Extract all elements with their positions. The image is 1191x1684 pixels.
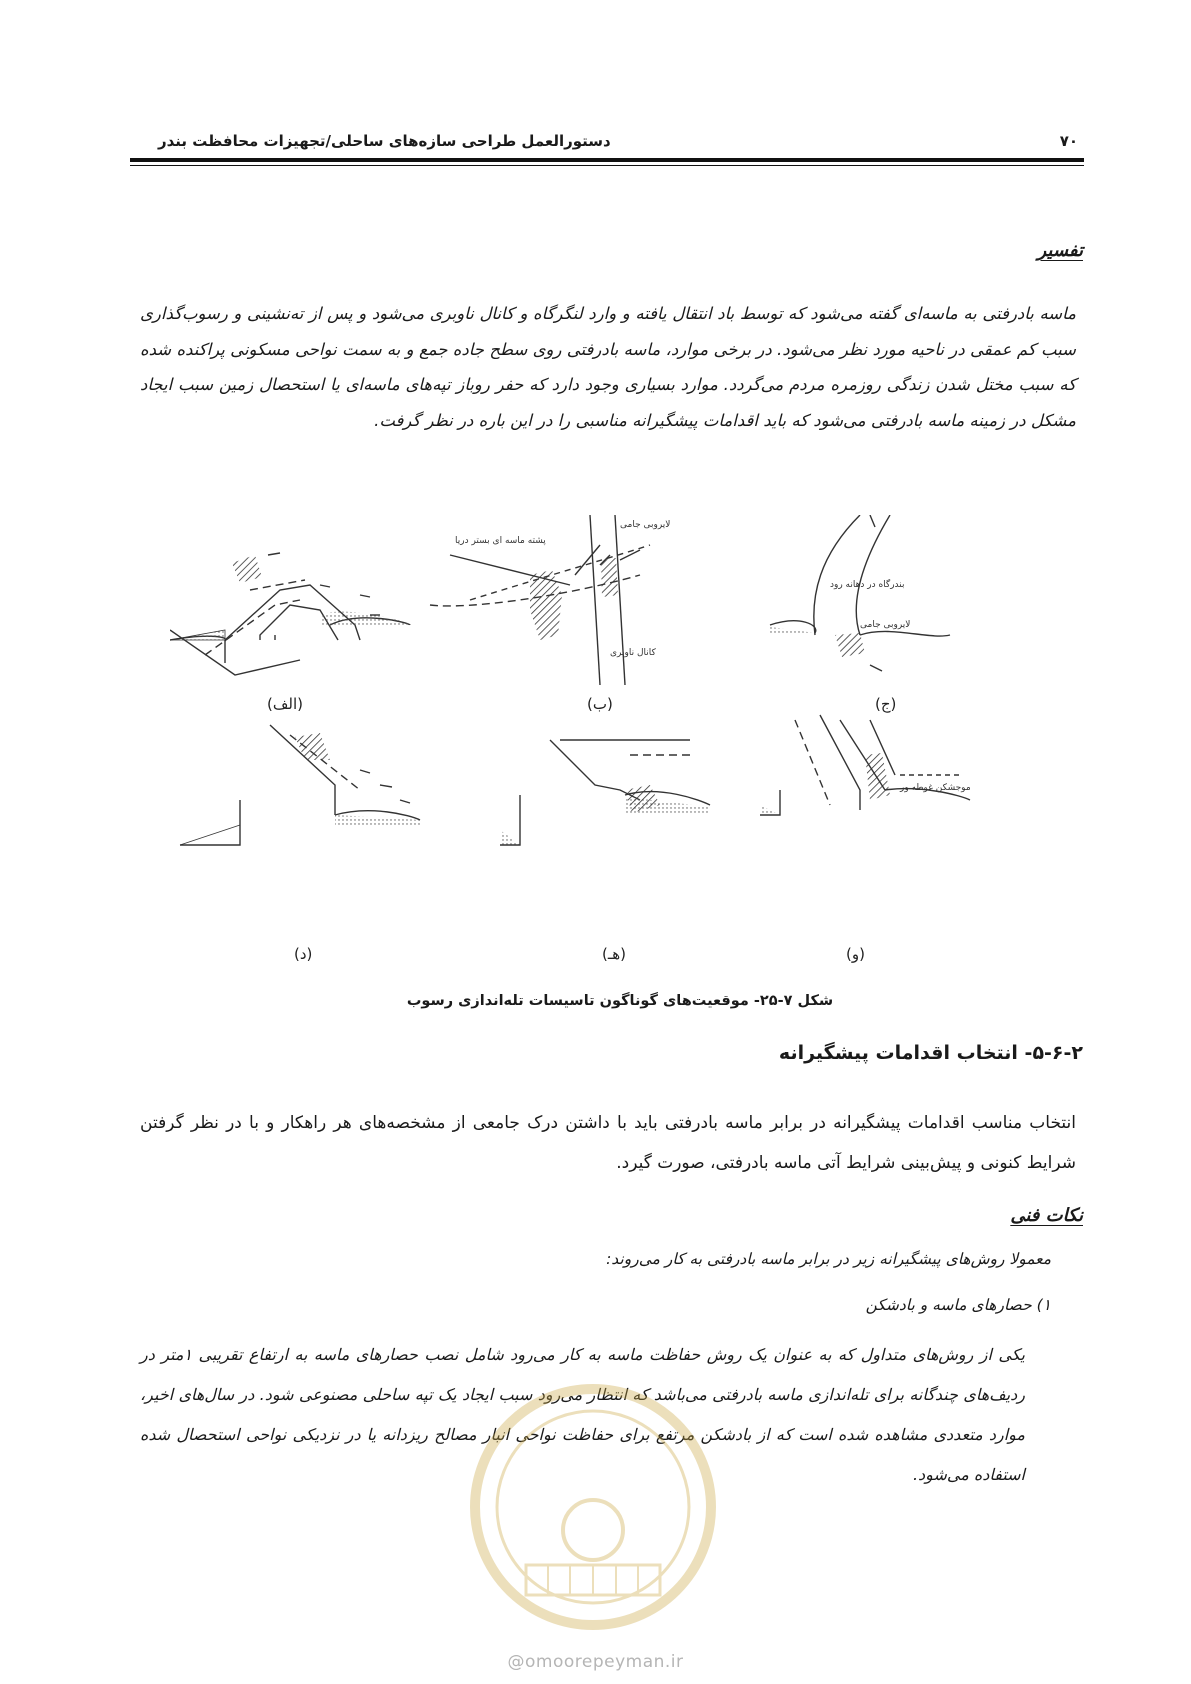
tafsir-heading: تفسیر — [1037, 240, 1083, 261]
panel-vav-drawing — [760, 715, 970, 815]
section-paragraph-text: انتخاب مناسب اقدامات پیشگیرانه در برابر ماسه بادرفتی باید با داشتن درک جامعی از مشخصه‌های هر راهکار و با در نظر گرفتن شرایط کنونی و پیش‌بینی شرایط آتی ماسه بادرفتی، صورت گیرد. — [140, 1113, 1076, 1173]
page-number: ۷۰ — [1059, 132, 1078, 150]
technical-heading: نکات فنی — [1010, 1205, 1083, 1226]
annotation-channel: کانال ناوبری — [610, 648, 656, 658]
sediment-trap-figure — [170, 515, 1070, 975]
label-jim: (ج) — [875, 695, 897, 713]
watermark-logo — [466, 1380, 720, 1634]
annotation-trap-c: لایروبی جامی — [860, 620, 911, 630]
figure-drawing — [170, 515, 1070, 975]
watermark-url: @omoorepeyman.ir — [507, 1652, 684, 1672]
label-he: (هـ) — [602, 945, 627, 963]
panel-alef-drawing — [170, 553, 410, 675]
label-be: (ب) — [587, 695, 613, 713]
page-header — [130, 128, 1084, 168]
header-rule-thick — [130, 158, 1084, 162]
technical-intro: معمولا روش‌های پیشگیرانه زیر در برابر ماسه بادرفتی به کار می‌روند: — [606, 1250, 1051, 1268]
annotation-sand-bar: پشته ماسه ای بستر دریا — [455, 536, 546, 546]
annotation-breakwater: موجشکن غوطه ور — [900, 783, 971, 793]
label-dal: (د) — [294, 945, 313, 963]
annotation-port-river: بندرگاه در دهانه رود — [830, 580, 905, 590]
panel-dal-drawing — [180, 725, 420, 845]
tafsir-paragraph-text: ماسه بادرفتی به ماسه‌ای گفته می‌شود که توسط باد انتقال یافته و وارد لنگرگاه و کانال ناوبری می‌شود و پس از ته‌نشینی و رسوب‌گذاری سبب کم عمقی در ناحیه مورد نظر می‌شود. در برخی موارد، ماسه بادرفتی روی سطح جاده جمع و به سمت نواحی مسکونی پراکنده شده که سبب مختل شدن زندگی روزمره مردم می‌گردد. موارد بسیاری وجود دارد که حفر روباز تپه‌های ماسه‌ای یا استحصال زمین سبب ایجاد مشکل در زمینه ماسه بادرفتی می‌شود که باید اقدامات پیشگیرانه مناسبی را در این باره در نظر گرفت. — [140, 304, 1076, 430]
panel-jim-drawing — [770, 515, 950, 671]
technical-item-1: ۱) حصارهای ماسه و بادشکن — [865, 1296, 1051, 1314]
technical-paragraph-text: یکی از روش‌های متداول که به عنوان یک روش حفاظت ماسه به کار می‌رود شامل نصب حصارهای ماسه به ارتفاع تقریبی ۱متر در ردیف‌های چندگانه برای تله‌اندازی ماسه بادرفتی می‌باشد که انتظار می‌رود سبب ایجاد یک تپه ساحلی مصنوعی شود. در سال‌های اخیر، موارد متعددی مشاهده شده است که از بادشکن مرتفع برای حفاظت نواحی انبار مصالح ریزدانه یا در نزدیکی نواحی استحصال شده استفاده می‌شود. — [140, 1345, 1026, 1484]
section-heading: ۵-۶-۲- انتخاب اقدامات پیشگیرانه — [778, 1042, 1083, 1064]
header-rule-thin — [130, 165, 1084, 166]
figure-caption: شکل ۷-۲۵- موقعیت‌های گوناگون تاسیسات تله‌اندازی رسوب — [406, 993, 834, 1009]
header-title: دستورالعمل طراحی سازه‌های ساحلی/تجهیزات محافظت بندر — [158, 132, 611, 150]
annotation-trap-b: لایروبی جامی — [620, 520, 671, 530]
label-alef: (الف) — [267, 695, 303, 713]
panel-he-drawing — [500, 740, 710, 845]
section-paragraph — [140, 1103, 1076, 1183]
label-vav: (و) — [846, 945, 865, 963]
tafsir-paragraph — [140, 296, 1076, 438]
